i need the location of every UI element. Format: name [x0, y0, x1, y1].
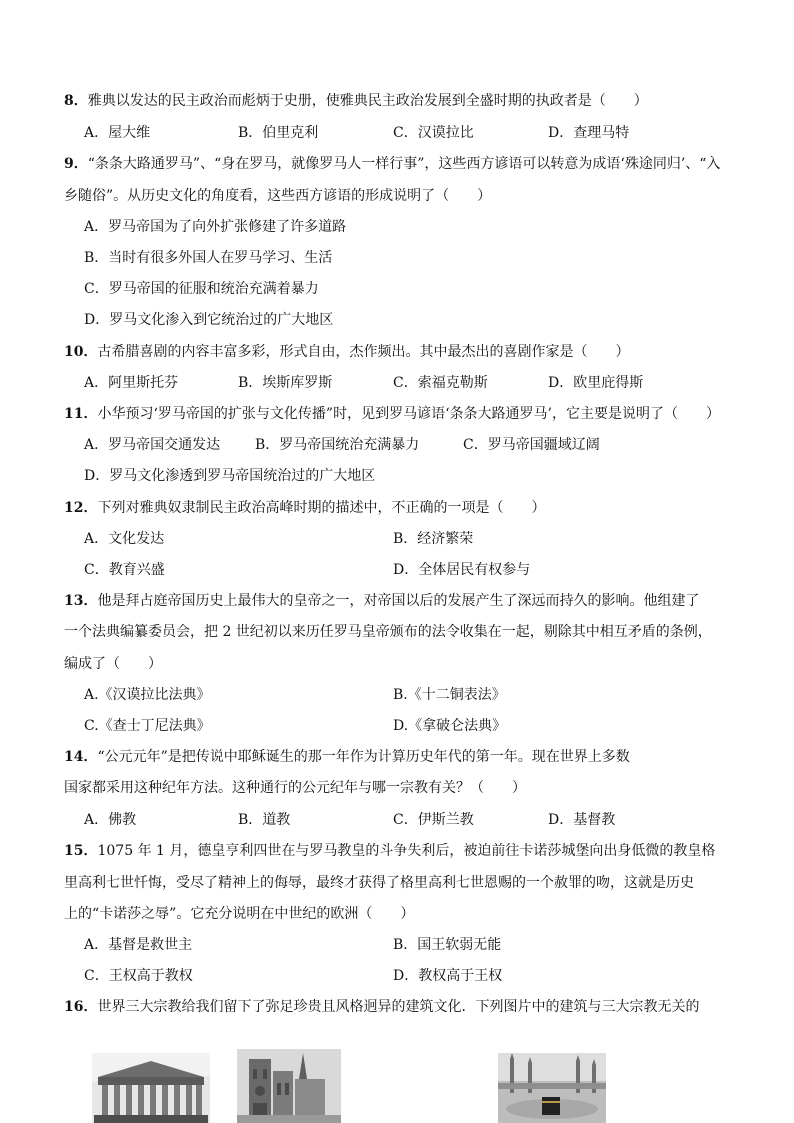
question-number: 12． [64, 500, 98, 516]
option-d: D．基督教 [548, 812, 616, 828]
option-b: B．伯里克利 [238, 125, 319, 141]
option-b: B．道教 [238, 812, 291, 828]
parthenon-image [92, 1053, 210, 1123]
option-b: B．埃斯库罗斯 [238, 375, 333, 391]
option-c: C．伊斯兰教 [393, 812, 474, 828]
option-d: D．查理马特 [548, 125, 630, 141]
question-number: 14． [64, 749, 98, 765]
question-stem-continued: 上的“卡诺莎之辱”。它充分说明在中世纪的欧洲（ ） [64, 906, 415, 922]
question-number: 8． [64, 93, 88, 109]
question-number: 11． [64, 406, 98, 422]
option-a: A．屋大维 [84, 125, 151, 141]
question-stem: 1075 年 1 月，德皇亨利四世在与罗马教皇的斗争失利后，被迫前往卡诺莎城堡向出身低微的教皇格 [97, 843, 716, 859]
option-c: C．罗马帝国的征服和统治充满着暴力 [84, 281, 319, 297]
question-stem-continued: 里高利七世忏悔，受尽了精神上的侮辱，最终才获得了格里高利七世恩赐的一个赦罪的吻，这就是历史 [64, 875, 694, 891]
question-9 [64, 154, 720, 174]
option-c: C．教育兴盛 [84, 562, 165, 578]
question-8 [64, 91, 648, 111]
question-14 [64, 747, 630, 767]
kaaba-mosque-image [498, 1053, 606, 1123]
question-stem: 世界三大宗教给我们留下了弥足珍贵且风格迥异的建筑文化．下列图片中的建筑与三大宗教无关的 [97, 999, 700, 1015]
option-d: D．全体居民有权参与 [393, 562, 531, 578]
question-number: 15． [64, 843, 98, 859]
question-stem: 古希腊喜剧的内容丰富多彩，形式自由，杰作频出。其中最杰出的喜剧作家是（ ） [97, 344, 630, 360]
question-number: 16． [64, 999, 98, 1015]
option-b: B．罗马帝国统治充满暴力 [255, 437, 420, 453]
option-a: A．罗马帝国交通发达 [84, 437, 221, 453]
option-a: A．佛教 [84, 812, 137, 828]
option-a: A．罗马帝国为了向外扩张修建了许多道路 [84, 219, 347, 235]
option-d: D．教权高于王权 [393, 968, 503, 984]
option-c: C．汉谟拉比 [393, 125, 474, 141]
question-number: 13． [64, 593, 98, 609]
question-16 [64, 997, 699, 1017]
option-b: B．经济繁荣 [393, 531, 474, 547]
option-b: B.《十二铜表法》 [393, 687, 506, 703]
question-12 [64, 498, 545, 518]
question-stem: 他是拜占庭帝国历史上最伟大的皇帝之一，对帝国以后的发展产生了深远而持久的影响。他组建了 [97, 593, 700, 609]
option-a: A．阿里斯托芬 [84, 375, 179, 391]
notre-dame-cathedral-image [237, 1049, 341, 1123]
option-c: C．王权高于教权 [84, 968, 193, 984]
question-10 [64, 342, 629, 362]
question-11 [64, 404, 720, 424]
question-stem: 下列对雅典奴隶制民主政治高峰时期的描述中，不正确的一项是（ ） [97, 500, 546, 516]
option-c: C.《查士丁尼法典》 [84, 718, 211, 734]
option-b: B．国王软弱无能 [393, 937, 502, 953]
option-a: A．文化发达 [84, 531, 165, 547]
option-d: D．罗马文化渗透到罗马帝国统治过的广大地区 [84, 468, 376, 484]
question-stem-continued: 一个法典编纂委员会，把 2 世纪初以来历任罗马皇帝颁布的法令收集在一起，剔除其中相互矛盾的条例， [64, 624, 712, 640]
question-15 [64, 841, 715, 861]
option-c: C．罗马帝国疆域辽阔 [463, 437, 600, 453]
question-number: 10． [64, 344, 98, 360]
option-a: A．基督是救世主 [84, 937, 193, 953]
option-b: B．当时有很多外国人在罗马学习、生活 [84, 250, 333, 266]
question-number: 9． [64, 156, 88, 172]
question-stem: “条条大路通罗马”、“身在罗马，就像罗马人一样行事”，这些西方谚语可以转意为成语‘殊途同归’、“入 [87, 156, 721, 172]
question-stem-continued: 编成了（ ） [64, 656, 162, 672]
option-d: D．罗马文化渗入到它统治过的广大地区 [84, 312, 334, 328]
option-d: D．欧里庇得斯 [548, 375, 644, 391]
option-a: A.《汉谟拉比法典》 [84, 687, 211, 703]
question-13 [64, 591, 699, 611]
question-stem: 小华预习‘罗马帝国的扩张与文化传播”时，见到罗马谚语‘条条大路通罗马’，它主要是说明了（ ） [97, 406, 720, 422]
question-stem: “公元元年”是把传说中耶稣诞生的那一年作为计算历史年代的第一年。现在世界上多数 [97, 749, 630, 765]
option-c: C．索福克勒斯 [393, 375, 488, 391]
question-stem-continued: 乡随俗”。从历史文化的角度看，这些西方谚语的形成说明了（ ） [64, 188, 492, 204]
option-d: D.《拿破仑法典》 [393, 718, 507, 734]
question-stem: 雅典以发达的民主政治而彪炳于史册，使雅典民主政治发展到全盛时期的执政者是（ ） [87, 93, 648, 109]
question-stem-continued: 国家都采用这种纪年方法。这种通行的公元纪年与哪一宗教有关？（ ） [64, 780, 526, 796]
